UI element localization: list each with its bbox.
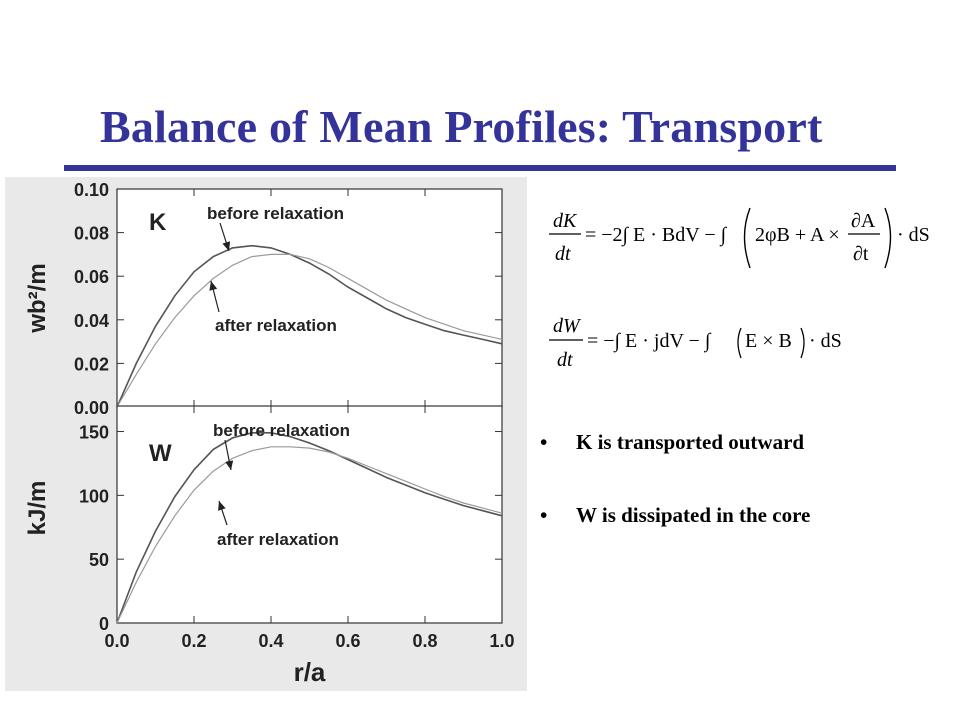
y-tick-label: 0.00 [73,398,109,418]
y-tick-label: 0 [98,614,109,634]
y-tick-label: 50 [88,550,109,571]
figure-panel [5,177,527,691]
dW-rhs-tail: · dS [809,330,842,352]
y-tick-label: 0.04 [73,310,109,331]
bullet-dot-icon: • [540,430,548,454]
y-tick-label: 0.02 [73,354,109,375]
bullet-text: K is transported outward [576,430,805,454]
dK-lhs-numerator: dK [553,210,577,232]
annotation-label: before relaxation [207,204,344,223]
dW-right-paren [801,328,804,358]
dA-numerator: ∂A [851,210,876,232]
y-tick-label: 0.08 [73,223,109,244]
bullet-dot-icon: • [540,503,548,527]
bullet-item [540,430,940,503]
y-tick-label: 150 [78,422,109,443]
dW-rhs-bracket: E × B [745,330,792,352]
x-tick-label: 0.4 [258,631,284,651]
panel-label-K: K [149,209,167,236]
equation-dK [545,200,940,280]
x-axis-label: r/a [293,657,326,687]
bullet-text: W is dissipated in the core [576,503,811,527]
y-tick-label: 100 [78,486,109,507]
y-axis-label: wb²/m [24,263,51,333]
dK-right-paren [885,208,891,268]
panel-label-W: W [149,440,172,467]
dK-rhs-tail: · dS [897,224,930,246]
dK-lhs-denominator: dt [555,243,571,265]
y-tick-label: 0.06 [73,267,109,288]
dW-left-paren [738,328,741,358]
x-tick-label: 1.0 [489,631,515,651]
y-axis-label: kJ/m [24,480,51,536]
annotation-label: after relaxation [215,316,337,335]
dK-rhs-bracket: 2φB + A × [755,224,840,246]
bullet-list [540,430,940,576]
dW-lhs-numerator: dW [553,315,580,337]
x-tick-label: 0.2 [181,631,207,651]
annotation-label: before relaxation [213,421,350,440]
title-underline [64,165,896,171]
x-tick-label: 0.8 [412,631,438,651]
dW-lhs-denominator: dt [557,349,573,371]
y-tick-label: 0.10 [73,180,109,200]
dW-rhs-first: = −∫ E · jdV − ∫ [587,330,711,352]
bullet-item [540,503,940,576]
dA-denominator: ∂t [853,243,869,265]
x-tick-label: 0.6 [335,631,361,651]
annotation-label: after relaxation [217,530,339,549]
x-tick-label: 0.0 [104,631,130,651]
equation-dW [545,312,855,378]
dK-left-paren [745,208,751,268]
dK-rhs-first: = −2∫ E · BdV − ∫ [585,224,727,246]
profiles-chart [5,177,527,691]
slide-title: Balance of Mean Profiles: Transport [100,101,823,152]
